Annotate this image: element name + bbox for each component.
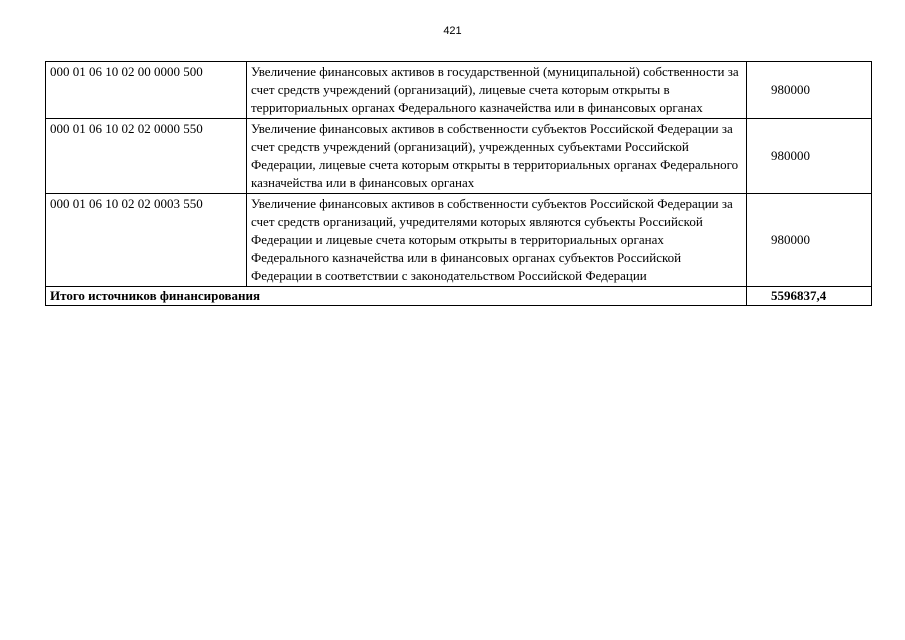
table-row [46,119,872,194]
amount-cell: 980000 [747,119,872,194]
budget-code-cell: 000 01 06 10 02 02 0003 550 [46,194,247,287]
description-cell: Увеличение финансовых активов в собственности субъектов Российской Федерации за счет средств учреждений (организаций), учрежденных субъектами Российской Федерации, лицевые счета которым открыты в территориальных органах Федерального казначейства или в финансовых органах [247,119,747,194]
financing-sources-table [45,61,872,306]
budget-code-cell: 000 01 06 10 02 00 0000 500 [46,62,247,119]
amount-cell: 980000 [747,62,872,119]
description-cell: Увеличение финансовых активов в государственной (муниципальной) собственности за счет средств учреждений (организаций), лицевые счета которым открыты в территориальных органах Федерального казначейства или в финансовых органах [247,62,747,119]
total-amount: 5596837,4 [747,287,872,306]
amount-cell: 980000 [747,194,872,287]
page-number: 421 [443,25,462,37]
total-label: Итого источников финансирования [46,287,747,306]
total-row [46,287,872,306]
table-row [46,62,872,119]
budget-code-cell: 000 01 06 10 02 02 0000 550 [46,119,247,194]
table-row [46,194,872,287]
description-cell: Увеличение финансовых активов в собственности субъектов Российской Федерации за счет средств организаций, учредителями которых являются субъекты Российской Федерации и лицевые счета которым открыты в территориальных органах Федерального казначейства или в финансовых органах субъектов Российской Федерации в соответствии с законодательством Российской Федерации [247,194,747,287]
